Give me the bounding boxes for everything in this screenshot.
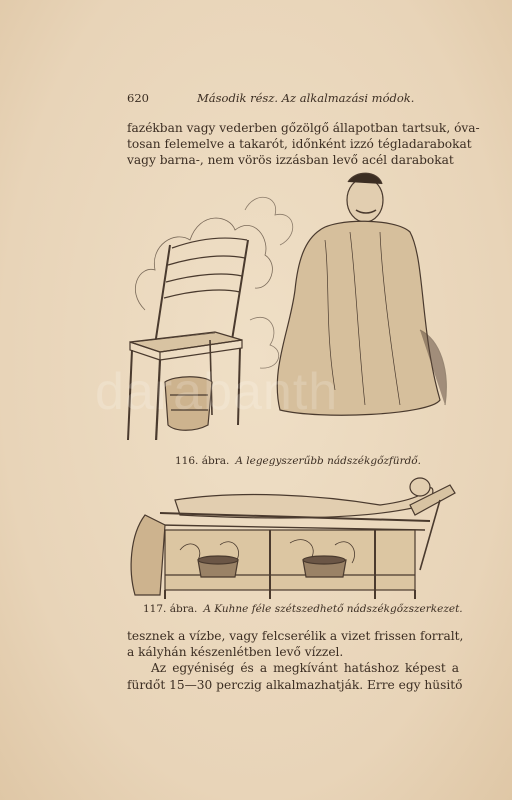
figure-117-caption: [143, 603, 463, 615]
text-line: a kályhán készenlétben levő vízzel.: [127, 645, 344, 660]
figure-116-number: 116. ábra.: [175, 455, 230, 467]
running-title: Második rész. Az alkalmazási módok.: [197, 91, 415, 105]
text-line: fazékban vagy vederben gőzölgő állapotban tartsuk, óva-: [127, 121, 480, 135]
page-header: [127, 91, 457, 107]
page-number: 620: [127, 91, 149, 105]
figure-117-illustration: [120, 475, 460, 600]
text-line: fürdőt 15—30 perczig alkalmazhatják. Erre egy hüsitő: [127, 677, 463, 692]
text-line: tosan felemelve a takarót, időnként izzó tégladarabokat: [127, 137, 472, 152]
figure-117-number: 117. ábra.: [143, 603, 198, 615]
top-paragraph: [127, 120, 480, 169]
text-line: Az egyéniség és a megkívánt hatáshoz képest a: [151, 661, 459, 676]
watermark: darabanth: [95, 363, 339, 421]
text-line: vagy barna-, nem vörös izzásban levő acél darabokat: [127, 153, 454, 168]
figure-116-caption: [175, 455, 421, 467]
bottom-paragraph: [127, 628, 464, 693]
text-line: tesznek a vízbe, vagy felcserélik a vizet frissen forralt,: [127, 629, 464, 643]
figure-117-title: A Kuhne féle szétszedhető nádszékgőzszerkezet.: [203, 603, 463, 615]
figure-116-title: A legegyszerűbb nádszékgőzfürdő.: [235, 455, 421, 467]
